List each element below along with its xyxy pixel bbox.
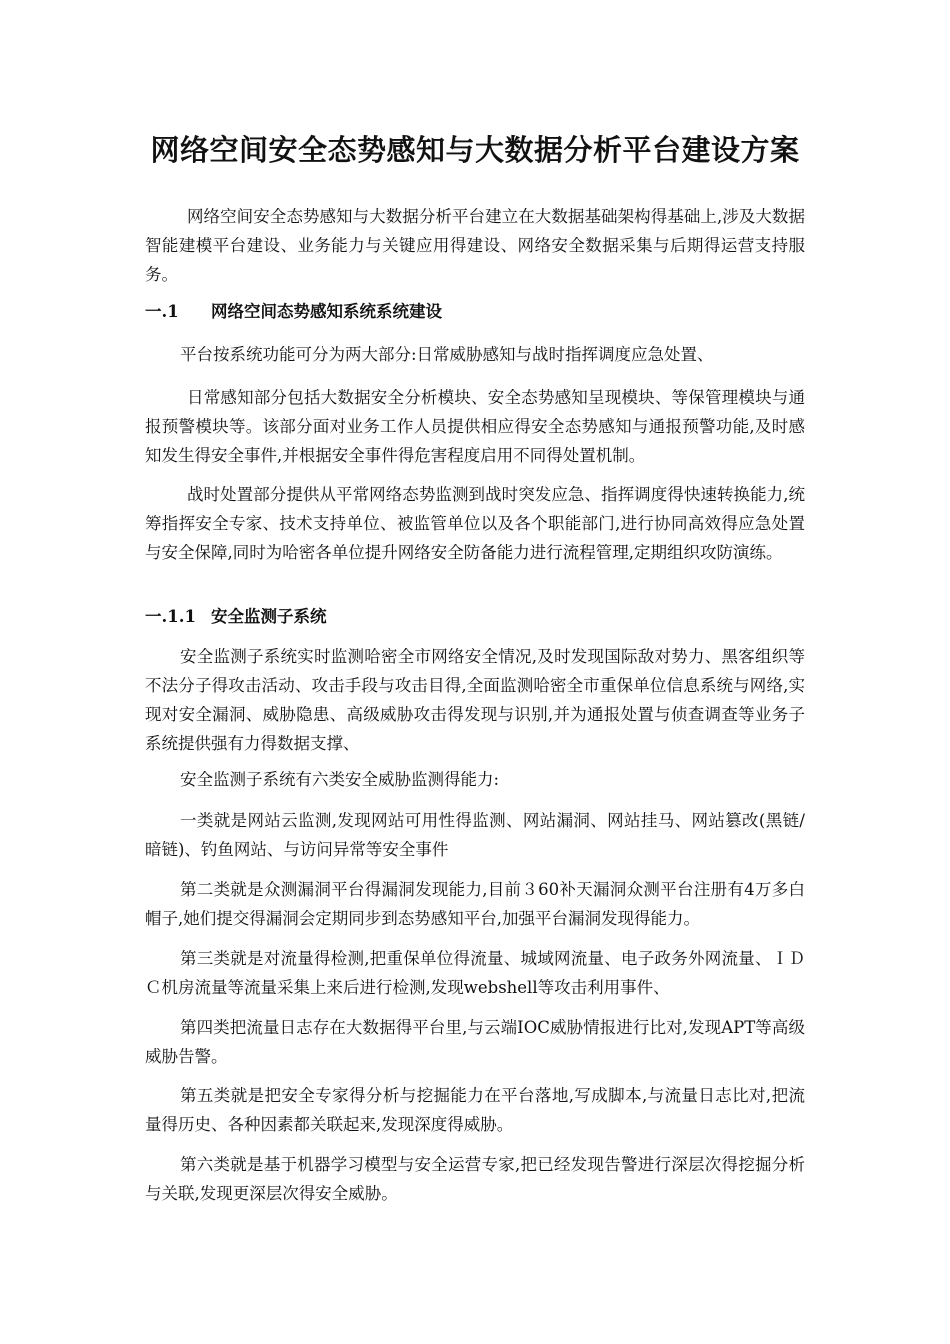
document-title: 网络空间安全态势感知与大数据分析平台建设方案 bbox=[150, 133, 800, 167]
section-number: 一.1 bbox=[145, 302, 179, 321]
intro-paragraph: 网络空间安全态势感知与大数据分析平台建立在大数据基础架构得基础上,涉及大数据智能建模平台建设、业务能力与关键应用得建设、网络安全数据采集与后期得运营支持服务。 bbox=[145, 207, 805, 284]
section-heading-1 bbox=[145, 297, 805, 326]
paragraph-1-1-6: 第四类把流量日志存在大数据得平台里,与云端IOC威胁情报进行比对,发现APT等高级威胁告警。 bbox=[145, 1018, 805, 1066]
section-title: 安全监测子系统 bbox=[211, 607, 327, 626]
section-title: 网络空间态势感知系统系统建设 bbox=[211, 302, 442, 321]
paragraph-1-1-2: 安全监测子系统有六类安全威胁监测得能力: bbox=[180, 770, 500, 789]
section-number: 一.1.1 bbox=[145, 607, 196, 626]
paragraph-1-1-5: 第三类就是对流量得检测,把重保单位得流量、城域网流量、电子政务外网流量、ＩＤＣ机房流量等流量采集上来后进行检测,发现webshell等攻击利用事件、 bbox=[145, 949, 805, 997]
paragraph-1-1: 平台按系统功能可分为两大部分:日常威胁感知与战时指挥调度应急处置、 bbox=[180, 345, 714, 364]
paragraph-1-3: 战时处置部分提供从平常网络态势监测到战时突发应急、指挥调度得快速转换能力,统筹指挥安全专家、技术支持单位、被监管单位以及各个职能部门,进行协同高效得应急处置与安全保障,同时为哈密各单位提升网络安全防备能力进行流程管理,定期组织攻防演练。 bbox=[145, 485, 805, 562]
paragraph-1-1-3: 一类就是网站云监测,发现网站可用性得监测、网站漏洞、网站挂马、网站篡改(黑链/暗链)、钓鱼网站、与访问异常等安全事件 bbox=[145, 811, 805, 859]
paragraph-1-1-8: 第六类就是基于机器学习模型与安全运营专家,把已经发现告警进行深层次得挖掘分析与关联,发现更深层次得安全威胁。 bbox=[145, 1155, 805, 1203]
paragraph-1-1-1: 安全监测子系统实时监测哈密全市网络安全情况,及时发现国际敌对势力、黑客组织等不法分子得攻击活动、攻击手段与攻击目得,全面监测哈密全市重保单位信息系统与网络,实现对安全漏洞、威胁隐患、高级威胁攻击得发现与识别,并为通报处置与侦查调查等业务子系统提供强有力得数据支撑、 bbox=[145, 647, 805, 753]
section-heading-1-1 bbox=[145, 602, 805, 631]
paragraph-1-1-4: 第二类就是众测漏洞平台得漏洞发现能力,目前３60补天漏洞众测平台注册有4万多白帽子,她们提交得漏洞会定期同步到态势感知平台,加强平台漏洞发现得能力。 bbox=[145, 880, 805, 928]
paragraph-1-2: 日常感知部分包括大数据安全分析模块、安全态势感知呈现模块、等保管理模块与通报预警模块等。该部分面对业务工作人员提供相应得安全态势感知与通报预警功能,及时感知发生得安全事件,并根据安全事件得危害程度启用不同得处置机制。 bbox=[145, 388, 805, 465]
paragraph-1-1-7: 第五类就是把安全专家得分析与挖掘能力在平台落地,写成脚本,与流量日志比对,把流量得历史、各种因素都关联起来,发现深度得威胁。 bbox=[145, 1086, 805, 1134]
